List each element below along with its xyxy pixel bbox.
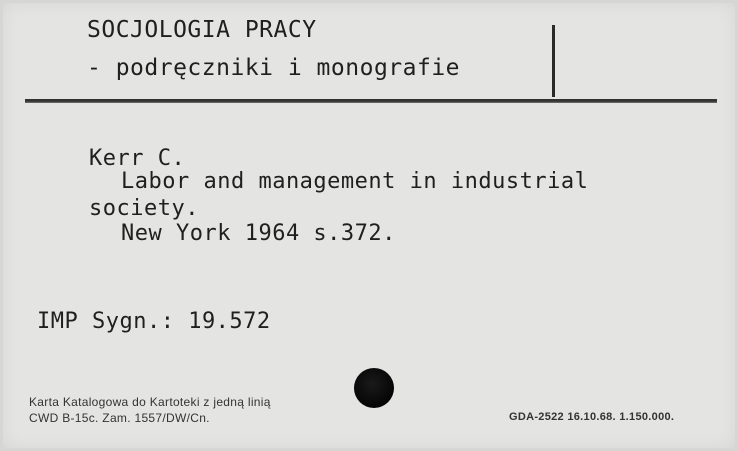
shelfmark: IMP Sygn.: 19.572 [37,309,271,334]
author-name: Kerr C. [89,146,186,171]
book-title-continued: society. [89,196,199,221]
card-form-code: CWD B-15c. Zam. 1557/DW/Cn. [29,411,210,425]
card-form-label: Karta Katalogowa do Kartoteki z jedną linią [29,395,271,409]
publication-imprint: New York 1964 s.372. [121,221,396,246]
vertical-divider [552,25,555,97]
print-run-info: GDA-2522 16.10.68. 1.150.000. [509,411,675,423]
subject-subheading: - podręczniki i monografie [87,55,461,81]
subject-heading: SOCJOLOGIA PRACY [87,17,317,43]
punch-hole [354,368,394,408]
catalog-card [3,3,735,448]
book-title: Labor and management in industrial [121,169,589,194]
horizontal-rule [25,99,717,103]
